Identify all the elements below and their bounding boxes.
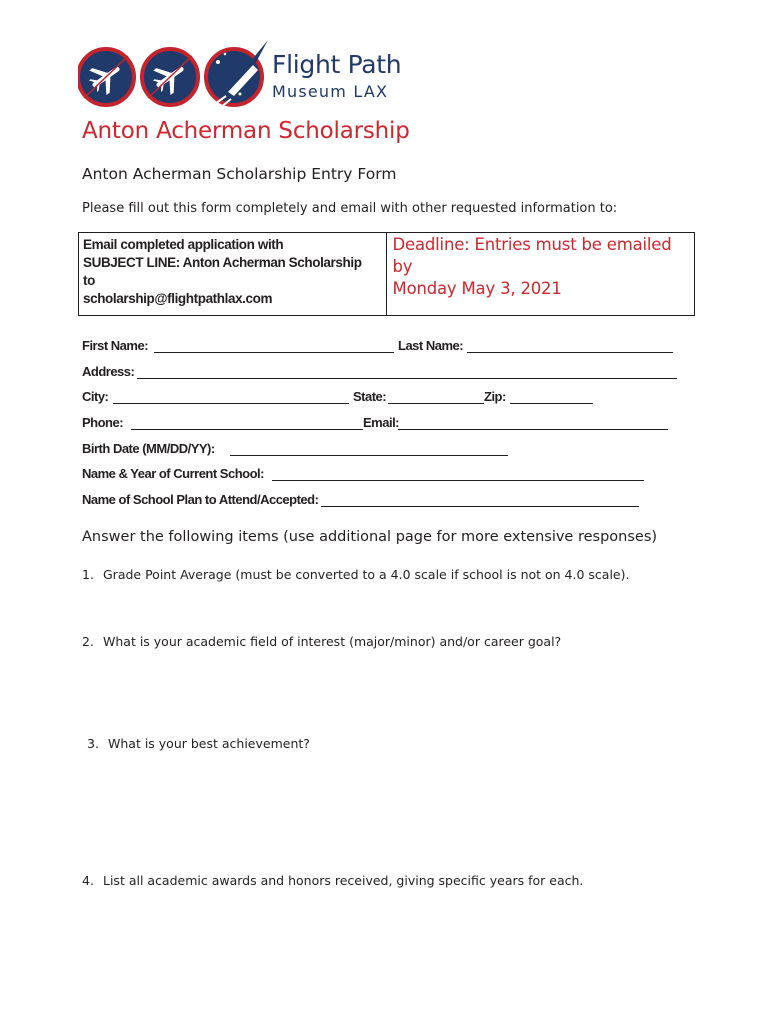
- question-item: [82, 567, 629, 582]
- email-label: Email:: [363, 415, 400, 430]
- question-item: [87, 736, 310, 751]
- plan-school-field[interactable]: [321, 506, 639, 507]
- question-text: Grade Point Average (must be converted to a 4.0 scale if school is not on 4.0 scale).: [103, 567, 630, 582]
- question-number: 4.: [82, 873, 94, 888]
- rocket-icon: [206, 40, 268, 108]
- zip-label: Zip:: [484, 389, 506, 404]
- question-text: List all academic awards and honors received, giving specific years for each.: [103, 873, 584, 888]
- section-heading: Answer the following items (use additional page for more extensive responses): [82, 529, 658, 545]
- question-item: [82, 873, 583, 888]
- email-instruction-line: Email completed application with: [83, 237, 284, 252]
- state-field[interactable]: [388, 403, 484, 404]
- question-text: What is your best achievement?: [108, 736, 310, 751]
- brand-subtitle: Museum LAX: [272, 82, 389, 101]
- form-title: Anton Acherman Scholarship Entry Form: [82, 165, 397, 183]
- zip-field[interactable]: [510, 403, 593, 404]
- last-name-label: Last Name:: [398, 338, 464, 353]
- submission-info-box: [78, 232, 695, 316]
- brand-name: Flight Path: [272, 50, 402, 79]
- first-name-label: First Name:: [82, 338, 149, 353]
- email-instructions: [79, 233, 387, 315]
- question-number: 3.: [87, 736, 99, 751]
- instructions: Please fill out this form completely and email with other requested information to:: [82, 201, 618, 216]
- deadline-line: Deadline: Entries must be emailed by: [392, 235, 672, 276]
- question-number: 2.: [82, 634, 94, 649]
- question-item: [82, 634, 561, 649]
- address-label: Address:: [82, 364, 135, 379]
- city-label: City:: [82, 389, 109, 404]
- scholarship-title: Anton Acherman Scholarship: [82, 118, 410, 144]
- state-label: State:: [353, 389, 387, 404]
- phone-field[interactable]: [131, 429, 363, 430]
- current-school-label: Name & Year of Current School:: [82, 466, 264, 481]
- last-name-field[interactable]: [467, 352, 673, 353]
- question-number: 1.: [82, 567, 94, 582]
- phone-label: Phone:: [82, 415, 124, 430]
- jet-right-icon: [142, 49, 198, 105]
- birth-date-field[interactable]: [230, 455, 508, 456]
- city-field[interactable]: [113, 403, 349, 404]
- birth-date-label: Birth Date (MM/DD/YY):: [82, 441, 215, 456]
- email-address[interactable]: scholarship@flightpathlax.com: [83, 291, 273, 306]
- deadline-notice: [387, 233, 694, 315]
- plan-school-label: Name of School Plan to Attend/Accepted:: [82, 492, 319, 507]
- question-text: What is your academic field of interest (major/minor) and/or career goal?: [103, 634, 562, 649]
- first-name-field[interactable]: [154, 352, 394, 353]
- current-school-field[interactable]: [272, 480, 644, 481]
- jet-left-icon: [78, 49, 134, 105]
- email-subject-line: SUBJECT LINE: Anton Acherman Scholarship: [83, 255, 362, 270]
- email-to-line: to: [83, 273, 95, 288]
- email-field[interactable]: [398, 429, 668, 430]
- address-field[interactable]: [137, 378, 677, 379]
- deadline-date: Monday May 3, 2021: [392, 279, 562, 298]
